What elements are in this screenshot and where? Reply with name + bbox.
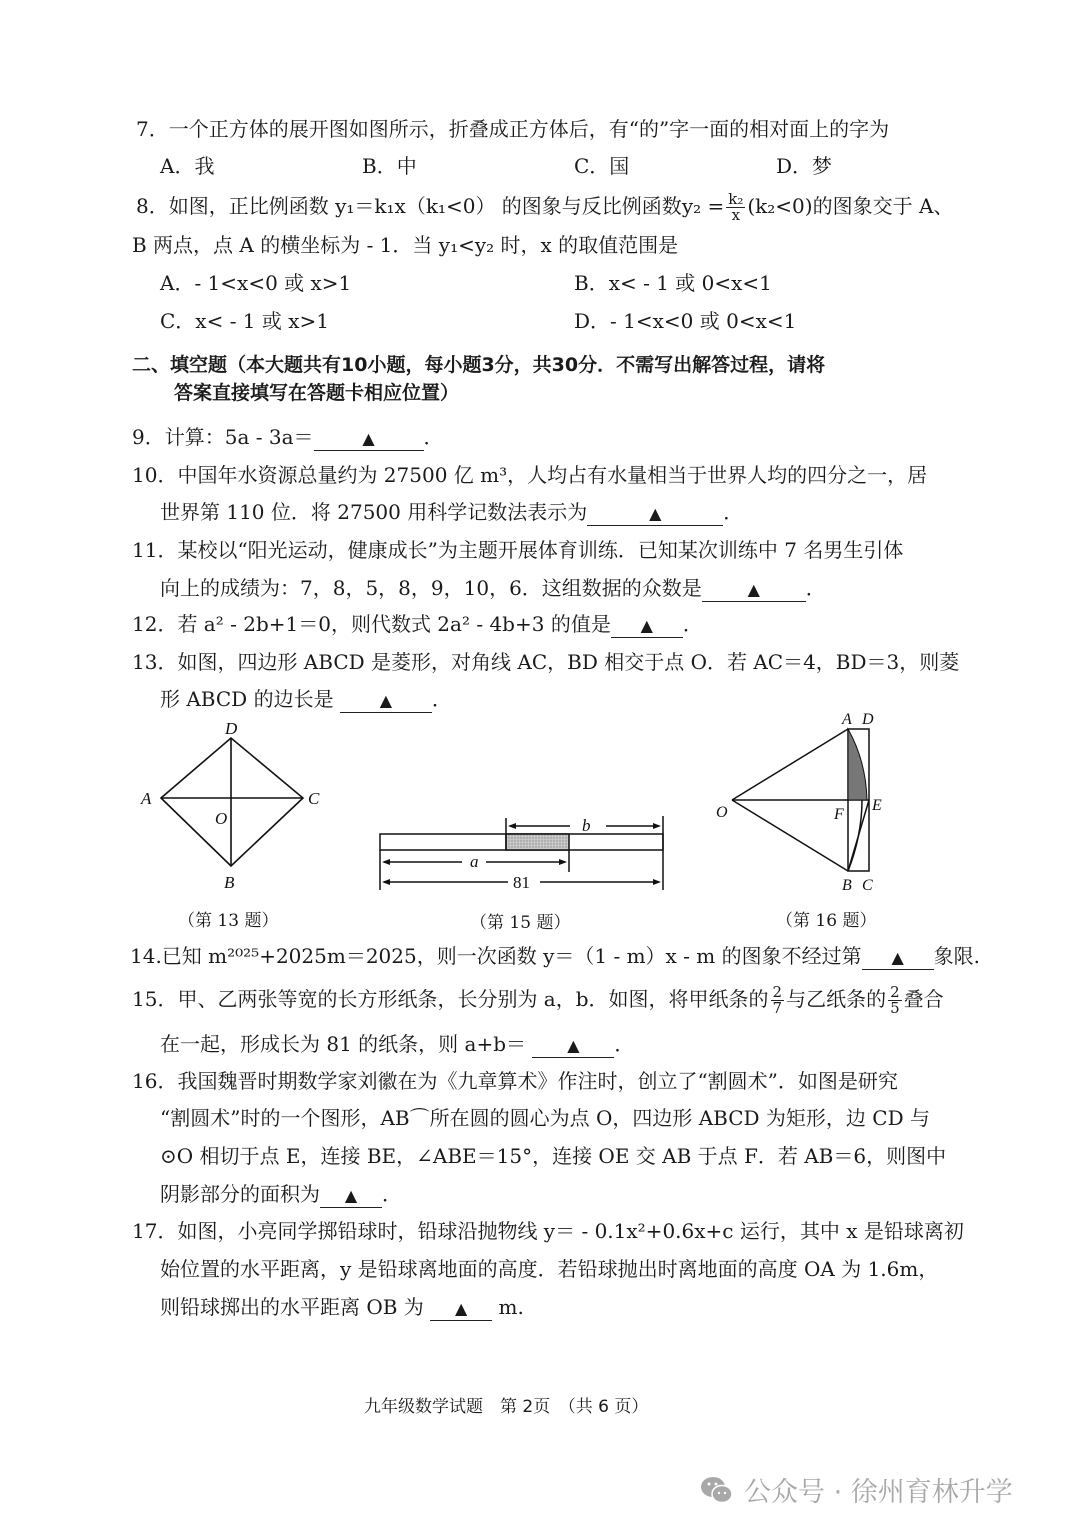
answer-blank-14: ▲ (862, 945, 934, 970)
figure-16-caption: （第 16 题） (776, 911, 877, 931)
question-16-line3: ⊙O 相切于点 E，连接 BE，∠ABE＝15°，连接 OE 交 AB 于点 F．若 AB＝6，则图中 (160, 1144, 947, 1168)
question-11-line1: 11．某校以“阳光运动，健康成长”为主题开展体育训练．已知某次训练中 7 名男生引体 (132, 538, 904, 562)
figure-13-rhombus (135, 718, 335, 898)
figure-13-caption: （第 13 题） (178, 911, 279, 931)
q7-option-c: C．国 (574, 154, 630, 178)
section-2-heading-line1: 二、填空题（本大题共有10小题，每小题3分，共30分．不需写出解答过程，请将 (132, 354, 826, 376)
figure-16-geometry (710, 706, 910, 896)
label-c: C (862, 877, 873, 894)
question-9: 9．计算：5a - 3a＝ ▲ ． (132, 425, 444, 449)
q8-prefix: 8．如图，正比例函数 (136, 194, 336, 218)
question-14: 14.已知 m²⁰²⁵+2025m＝2025，则一次函数 y＝（1 - m）x - m 的图象不经过第 ▲ 象限. (130, 944, 980, 968)
label-d: D (862, 711, 874, 728)
q8-option-b: B．x< - 1 或 0<x<1 (574, 271, 772, 295)
figure-15-strips (370, 810, 680, 900)
label-81: 81 (513, 873, 530, 892)
question-8-line1 (136, 192, 953, 223)
q7-option-b: B．中 (362, 154, 417, 178)
watermark-text: 公众号 · 徐州育林升学 (744, 1477, 1013, 1508)
question-10-line2: 世界第 110 位．将 27500 用科学记数法表示为 ▲ ． (160, 500, 744, 524)
question-16-line4: 阴影部分的面积为 ▲ ． (160, 1182, 402, 1206)
label-e: E (872, 797, 882, 814)
label-c: C (308, 789, 320, 808)
answer-blank-10: ▲ (587, 501, 723, 526)
answer-blank-9: ▲ (314, 426, 424, 451)
fraction-2-5: $\frac{2}{5}$ (890, 983, 900, 1017)
section-2-heading-line2: 答案直接填写在答题卡相应位置） (174, 382, 460, 404)
shaded-region (848, 729, 867, 800)
answer-blank-16: ▲ (320, 1183, 382, 1208)
question-13-line1: 13．如图，四边形 ABCD 是菱形，对角线 AC，BD 相交于点 O．若 AC＝4，BD＝3，则菱 (132, 650, 960, 674)
label-a: a (470, 852, 479, 871)
question-17-line3: 则铅球掷出的水平距离 OB 为 ▲ m. (160, 1295, 524, 1319)
answer-blank-17: ▲ (430, 1296, 492, 1321)
question-8-line2: B 两点，点 A 的横坐标为 - 1．当 y₁<y₂ 时，x 的取值范围是 (132, 233, 679, 257)
question-15-line2: 在一起，形成长为 81 的纸条，则 a+b＝ ▲ ． (160, 1032, 635, 1056)
label-d: D (225, 719, 238, 738)
question-16-line1: 16．我国魏晋时期数学家刘徽在为《九章算术》作注时，创立了“割圆术”．如图是研究 (132, 1069, 898, 1093)
label-f: F (834, 806, 844, 823)
watermark (700, 1470, 1013, 1509)
answer-blank-15: ▲ (532, 1033, 614, 1058)
q7-option-a: A．我 (160, 154, 215, 178)
figure-15-caption: （第 15 题） (470, 913, 571, 933)
q8-option-a: A．- 1<x<0 或 x>1 (160, 271, 352, 295)
wechat-icon (700, 1475, 734, 1505)
q8-y2: y₂ = (681, 194, 725, 218)
label-o: O (215, 809, 228, 828)
question-16-line2: “割圆术”时的一个图形，AB⌒所在圆的圆心为点 O，四边形 ABCD 为矩形，边 CD 与 (160, 1106, 930, 1130)
label-o: O (716, 804, 728, 821)
question-12: 12．若 a² - 2b+1＝0，则代数式 2a² - 4b+3 的值是 ▲ ． (132, 612, 703, 636)
label-b: B (224, 873, 235, 892)
question-10-line1: 10．中国年水资源总量约为 27500 亿 m³，人均占有水量相当于世界人均的四分之一，居 (132, 463, 928, 487)
q8-fraction: $\frac{\text{k₂}}{x}$ (728, 190, 744, 224)
q8-text: 的图象与反比例函数 (495, 194, 682, 218)
answer-blank-11: ▲ (702, 577, 806, 602)
label-b: b (582, 816, 591, 835)
label-a: A (141, 789, 152, 808)
answer-blank-13: ▲ (340, 688, 432, 713)
q8-option-c: C．x< - 1 或 x>1 (160, 309, 330, 333)
answer-blank-12: ▲ (611, 613, 683, 638)
q8-option-d: D．- 1<x<0 或 0<x<1 (574, 309, 797, 333)
label-a: A (842, 711, 852, 728)
q7-option-d: D．梦 (776, 154, 833, 178)
question-7-stem: 7．一个正方体的展开图如图所示，折叠成正方体后，有“的”字一面的相对面上的字为 (136, 117, 890, 141)
question-17-line2: 始位置的水平距离，y 是铅球离地面的高度．若铅球抛出时离地面的高度 OA 为 1.6m， (160, 1257, 939, 1281)
fraction-2-7: $\frac{2}{7}$ (772, 983, 783, 1017)
q8-direct-function: y₁＝k₁x（k₁<0） (335, 194, 496, 218)
question-11-line2: 向上的成绩为：7，8，5，8，9，10，6．这组数据的众数是 ▲ ． (160, 576, 826, 600)
question-13-line2: 形 ABCD 的边长是 ▲ ． (160, 687, 452, 711)
page-footer: 九年级数学试题 第 2页 （共 6 页） (364, 1397, 649, 1417)
question-17-line1: 17．如图，小亮同学掷铅球时，铅球沿抛物线 y＝ - 0.1x²+0.6x+c 运行，其中 x 是铅球离初 (132, 1219, 964, 1243)
question-15-line1: 15．甲、乙两张等宽的长方形纸条，长分别为 a，b．如图，将甲纸条的 $\frac{2}{7}$ 与乙纸条的 $\frac{2}{5}$ 叠合 (132, 983, 944, 1017)
label-b: B (842, 877, 852, 894)
q8-suffix: (k₂<0)的图象交于 A、 (747, 194, 954, 218)
